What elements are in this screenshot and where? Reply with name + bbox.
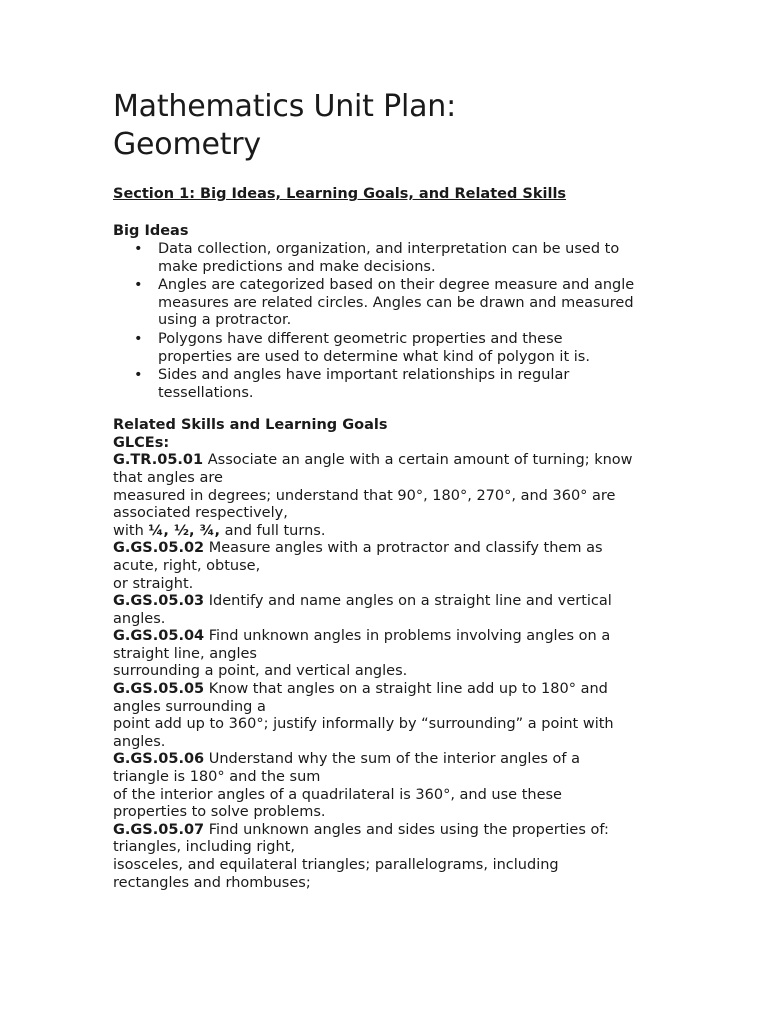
glce-code: G.GS.05.03 — [113, 593, 205, 610]
big-ideas-heading: Big Ideas — [113, 223, 189, 239]
glce-line: angles. — [113, 733, 166, 750]
glce-first-line — [113, 751, 653, 769]
glce-text: Associate an angle with a certain amount of turning; know — [203, 452, 633, 469]
glce-line: surrounding a point, and vertical angles. — [113, 663, 408, 680]
glce-entry — [113, 681, 653, 751]
glce-line: angles. — [113, 610, 166, 627]
glce-line: isosceles, and equilateral triangles; parallelograms, including — [113, 857, 559, 873]
glce-line: triangle is 180° and the sum — [113, 769, 321, 786]
glce-line: point add up to 360°; justify informally by “surrounding” a point with — [113, 716, 614, 733]
document-title — [113, 88, 653, 164]
list-item — [134, 277, 653, 330]
glce-code: G.TR.05.01 — [113, 452, 204, 469]
glce-line: properties to solve problems. — [113, 804, 326, 821]
glce-text: Know that angles on a straight line add up to 180° and — [204, 681, 608, 698]
list-item-line: Polygons have different geometric properties and these — [158, 330, 563, 347]
glces-heading: GLCEs: — [113, 435, 170, 452]
list-item-line: Data collection, organization, and interpretation can be used to — [158, 241, 620, 257]
fraction-list: ¼, ½, ¾, — [148, 522, 221, 539]
glce-line: triangles, including right, — [113, 839, 296, 856]
bullet-icon: • — [134, 241, 143, 257]
glce-line: that angles are — [113, 469, 223, 486]
glce-text: with — [113, 522, 149, 539]
glce-line: straight line, angles — [113, 645, 257, 662]
glce-first-line — [113, 540, 653, 558]
bullet-icon: • — [134, 330, 143, 347]
list-item-line: tessellations. — [158, 384, 254, 401]
glce-first-line — [113, 628, 653, 646]
glce-line: or straight. — [113, 575, 194, 592]
title-line-1: Mathematics Unit Plan: — [113, 89, 457, 124]
glce-text: Measure angles with a protractor and classify them as — [204, 540, 603, 557]
glce-text: and full turns. — [220, 522, 326, 539]
glce-entry — [113, 822, 653, 892]
big-ideas-list — [113, 241, 653, 402]
glce-text: Identify and name angles on a straight line and vertical — [204, 593, 612, 610]
glce-code: G.GS.05.02 — [113, 540, 205, 557]
list-item-line: measures are related circles. Angles can be drawn and measured — [158, 294, 634, 311]
glce-entry — [113, 452, 653, 540]
glce-first-line — [113, 681, 653, 699]
list-item — [134, 367, 653, 402]
list-item-line: Sides and angles have important relationships in regular — [158, 367, 570, 384]
bullet-icon: • — [134, 367, 143, 384]
list-item-line: using a protractor. — [158, 312, 292, 329]
glce-entry — [113, 540, 653, 593]
glce-code: G.GS.05.04 — [113, 628, 205, 645]
glce-first-line — [113, 593, 653, 611]
glce-entry — [113, 628, 653, 681]
glce-line: angles surrounding a — [113, 698, 266, 715]
glce-first-line — [113, 822, 653, 840]
glce-line: associated respectively, — [113, 505, 288, 522]
glce-line: rectangles and rhombuses; — [113, 874, 311, 891]
bullet-icon: • — [134, 277, 143, 294]
glce-code: G.GS.05.05 — [113, 681, 205, 698]
related-skills-heading: Related Skills and Learning Goals — [113, 417, 388, 434]
section-1-heading: Section 1: Big Ideas, Learning Goals, and Related Skills — [113, 186, 567, 202]
list-item — [134, 330, 653, 366]
glce-text: Find unknown angles and sides using the properties of: — [204, 821, 609, 838]
list-item-line: Angles are categorized based on their degree measure and angle — [158, 277, 635, 294]
list-item-line: properties are used to determine what kind of polygon it is. — [158, 348, 590, 365]
title-line-2: Geometry — [113, 127, 261, 162]
glce-text: Understand why the sum of the interior angles of a — [204, 751, 581, 768]
document-page — [113, 88, 653, 892]
glce-last-line — [113, 523, 653, 541]
glce-line: measured in degrees; understand that 90°, 180°, 270°, and 360° are — [113, 487, 616, 504]
glce-entry — [113, 593, 653, 628]
glce-text: Find unknown angles in problems involving angles on a — [204, 628, 611, 645]
list-item-line: make predictions and make decisions. — [158, 258, 436, 275]
glce-entry — [113, 751, 653, 821]
glce-code: G.GS.05.06 — [113, 751, 205, 768]
list-item — [134, 241, 653, 276]
glce-line: of the interior angles of a quadrilateral is 360°, and use these — [113, 786, 562, 803]
glce-line: acute, right, obtuse, — [113, 557, 261, 574]
glce-code: G.GS.05.07 — [113, 821, 205, 838]
glce-first-line — [113, 452, 653, 470]
